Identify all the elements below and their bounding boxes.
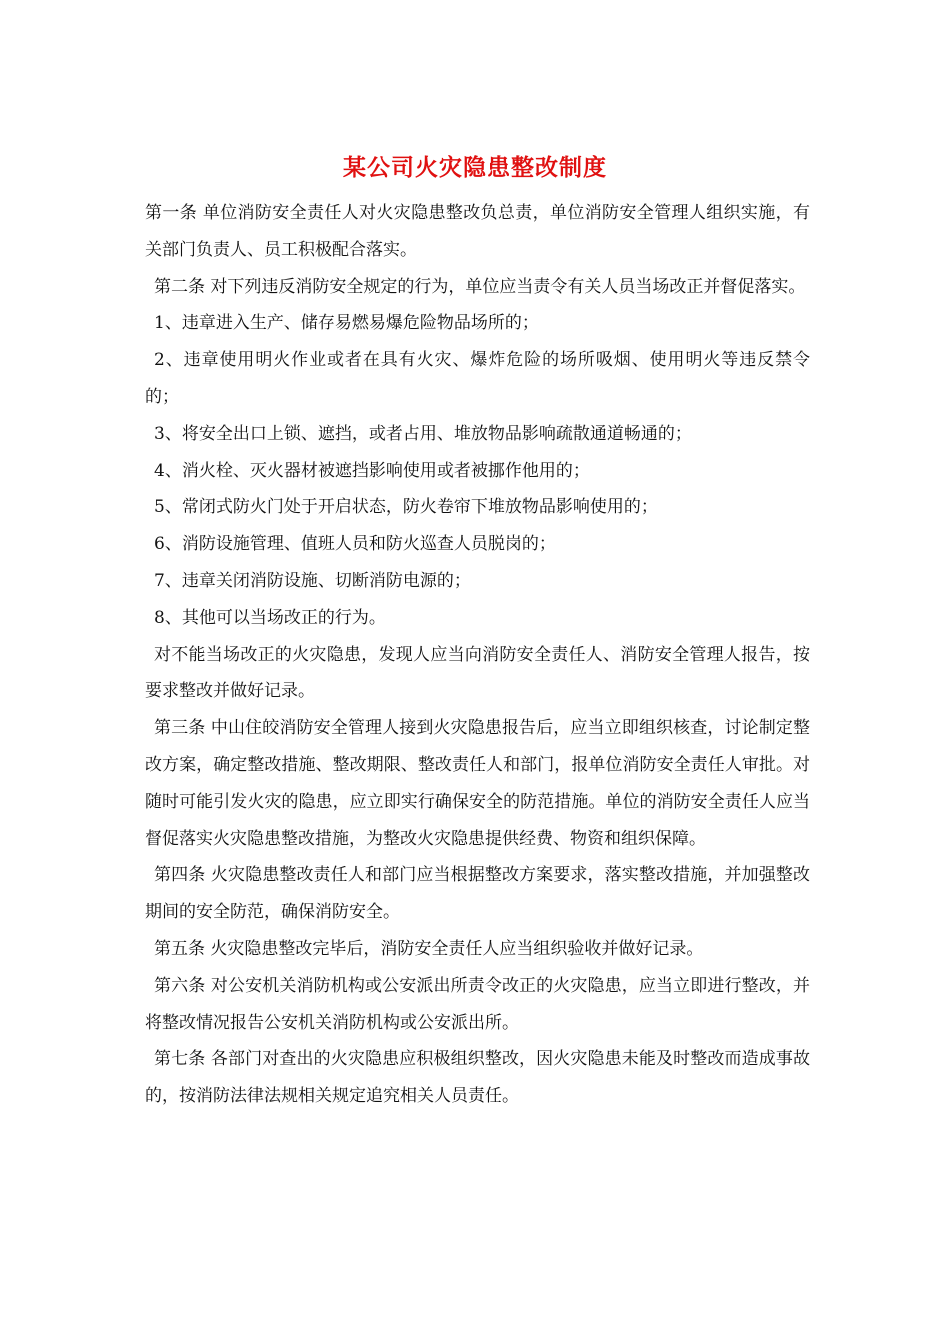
list-item-6: 6、消防设施管理、值班人员和防火巡查人员脱岗的； [154,534,556,555]
list-item-7: 7、违章关闭消防设施、切断消防电源的； [154,570,471,591]
list-item-2: 2、违章使用明火作业或者在具有火灾、爆炸危险的场所吸烟、使用明火等违反禁令的； [145,350,810,407]
list-item-8: 8、其他可以当场改正的行为。 [154,607,386,628]
article-6: 第六条 对公安机关消防机构或公安派出所责令改正的火灾隐患，应当立即进行整改，并将整改情况报告公安机关消防机构或公安派出所。 [145,975,810,1033]
document-title: 某公司火灾隐患整改制度 [343,154,607,181]
article-3: 第三条 中山住皎消防安全管理人接到火灾隐患报告后，应当立即组织核查，讨论制定整改方案，确定整改措施、整改期限、整改责任人和部门，报单位消防安全责任人审批。对随时可能引发火灾的隐患，应立即实行确保安全的防范措施。单位的消防安全责任人应当督促落实火灾隐患整改措施，为整改火灾隐患提供经费、物资和组织保障。 [145,718,810,849]
list-item-3: 3、将安全出口上锁、遮挡，或者占用、堆放物品影响疏散通道畅通的； [154,423,692,444]
document-body [145,195,810,1115]
report-paragraph: 对不能当场改正的火灾隐患，发现人应当向消防安全责任人、消防安全管理人报告，按要求整改并做好记录。 [145,644,810,702]
list-item-4: 4、消火栓、灭火器材被遮挡影响使用或者被挪作他用的； [154,460,590,481]
list-item-1: 1、违章进入生产、储存易燃易爆危险物品场所的； [154,313,539,334]
article-7: 第七条 各部门对查出的火灾隐患应积极组织整改，因火灾隐患未能及时整改而造成事故的，按消防法律法规相关规定追究相关人员责任。 [145,1049,810,1107]
article-4: 第四条 火灾隐患整改责任人和部门应当根据整改方案要求，落实整改措施，并加强整改期间的安全防范，确保消防安全。 [145,865,810,923]
list-item-5: 5、常闭式防火门处于开启状态，防火卷帘下堆放物品影响使用的； [154,497,658,518]
article-2: 第二条 对下列违反消防安全规定的行为，单位应当责令有关人员当场改正并督促落实。 [154,276,806,297]
article-1: 第一条 单位消防安全责任人对火灾隐患整改负总责，单位消防安全管理人组织实施，有关部门负责人、员工积极配合落实。 [145,203,810,260]
article-5: 第五条 火灾隐患整改完毕后，消防安全责任人应当组织验收并做好记录。 [154,938,704,959]
